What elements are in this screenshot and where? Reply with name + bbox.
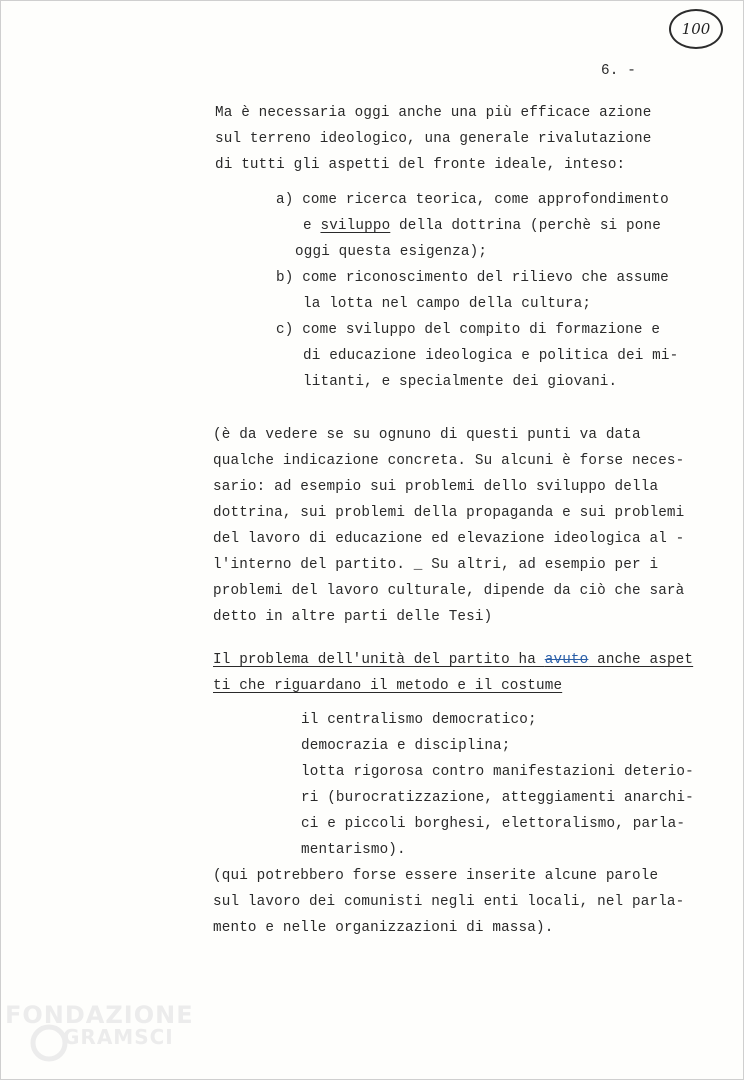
para3-line: (qui potrebbero forse essere inserite alcune parole xyxy=(213,868,659,884)
watermark-line2: GRAMSCI xyxy=(63,1025,174,1049)
indented-line: ri (burocratizzazione, atteggiamenti anarchi- xyxy=(301,790,694,806)
page-number: 6. - xyxy=(601,63,636,79)
list-item-a: a) come ricerca teorica, come approfondimento xyxy=(276,192,669,208)
indented-line: mentarismo). xyxy=(301,842,406,858)
list-item-c-line2: di educazione ideologica e politica dei mi- xyxy=(303,348,679,364)
para3-line: sul lavoro dei comunisti negli enti locali, nel parla- xyxy=(213,894,685,910)
indented-line: democrazia e disciplina; xyxy=(301,738,511,754)
watermark-line1: FONDAZIONE xyxy=(5,1001,194,1029)
para2-line: dottrina, sui problemi della propaganda e sui problemi xyxy=(213,505,685,521)
section-heading-line2: ti che riguardano il metodo e il costume xyxy=(213,678,563,694)
para2-line: (è da vedere se su ognuno di questi punti va data xyxy=(213,427,641,443)
para1-line: di tutti gli aspetti del fronte ideale, inteso: xyxy=(215,157,626,173)
struck-word: avuto xyxy=(544,652,589,668)
para2-line: l'interno del partito. _ Su altri, ad esempio per i xyxy=(213,557,659,573)
list-item-b-line2: la lotta nel campo della cultura; xyxy=(303,296,592,312)
underlined-word: sviluppo xyxy=(320,218,391,234)
para2-line: del lavoro di educazione ed elevazione ideologica al - xyxy=(213,531,685,547)
para2-line: qualche indicazione concreta. Su alcuni è forse neces- xyxy=(213,453,685,469)
list-item-b: b) come riconoscimento del rilievo che assume xyxy=(276,270,669,286)
list-item-c-line3: litanti, e specialmente dei giovani. xyxy=(303,374,618,390)
indented-line: lotta rigorosa contro manifestazioni deterio- xyxy=(301,764,694,780)
section-heading: Il problema dell'unità del partito ha avuto anche aspet xyxy=(213,652,694,668)
para2-line: detto in altre parti delle Tesi) xyxy=(213,609,493,625)
indented-line: il centralismo democratico; xyxy=(301,712,537,728)
para2-line: problemi del lavoro culturale, dipende da ciò che sarà xyxy=(213,583,685,599)
list-item-a-line2: e sviluppo della dottrina (perchè si pone xyxy=(303,218,661,234)
para3-line: mento e nelle organizzazioni di massa). xyxy=(213,920,554,936)
para2-line: sario: ad esempio sui problemi dello sviluppo della xyxy=(213,479,659,495)
list-item-a-line3: oggi questa esigenza); xyxy=(295,244,488,260)
para1-line: sul terreno ideologico, una generale rivalutazione xyxy=(215,131,652,147)
page-stamp: 100 xyxy=(669,9,723,49)
list-item-c: c) come sviluppo del compito di formazione e xyxy=(276,322,661,338)
watermark-logo-icon xyxy=(29,1023,69,1063)
para1-line: Ma è necessaria oggi anche una più efficace azione xyxy=(215,105,652,121)
indented-line: ci e piccoli borghesi, elettoralismo, parla- xyxy=(301,816,686,832)
